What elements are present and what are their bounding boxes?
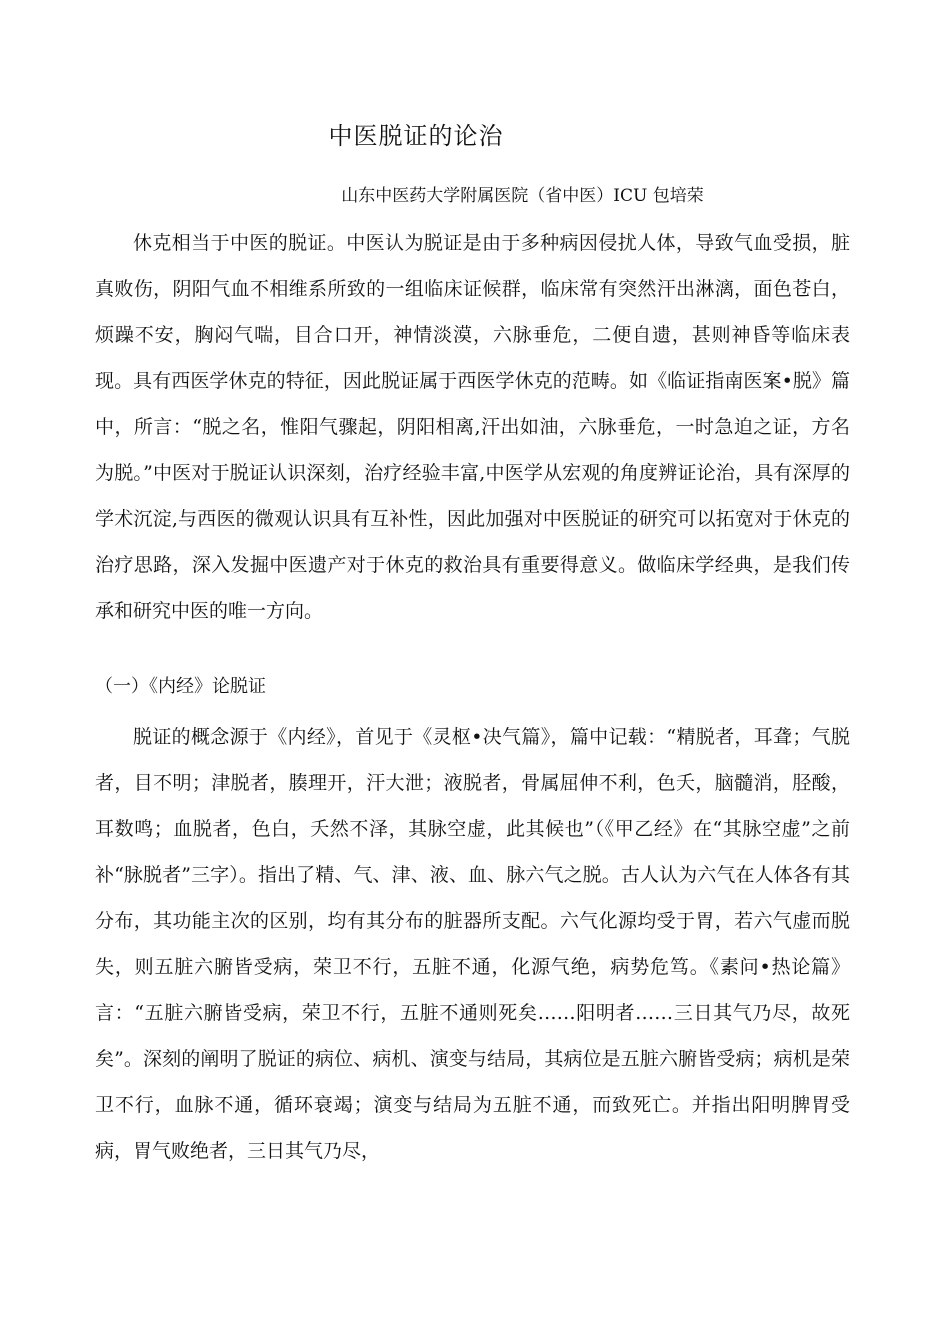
author-affiliation: 山东中医药大学附属医院（省中医）ICU 包培荣 [341,186,704,206]
page-title: 中医脱证的论治 [328,122,504,150]
section-heading: （一）《内经》论脱证 [95,676,266,697]
paragraph-neijing: 脱证的概念源于《内经》，首见于《灵枢•决气篇》，篇中记载：“精脱者，耳聋；气脱者，目不明；津脱者，腠理开，汗大泄；液脱者，骨属屈伸不利，色夭，脑髓消，胫酸，耳数鸣；血脱者，色白，夭然不泽，其脉空虚，此其候也”（《甲乙经》在“其脉空虚”之前补“脉脱者”三字）。指出了精、气、津、液、血、脉六气之脱。古人认为六气在人体各有其分布，其功能主次的区别，均有其分布的脏器所支配。六气化源均受于胃，若六气虚而脱失，则五脏六腑皆受病，荣卫不行，五脏不通，化源气绝，病势危笃。《素问•热论篇》言：“五脏六腑皆受病，荣卫不行，五脏不通则死矣……阳明者……三日其气乃尽，故死矣”。深刻的阐明了脱证的病位、病机、演变与结局，其病位是五脏六腑皆受病；病机是荣卫不行，血脉不通，循环衰竭；演变与结局为五脏不通，而致死亡。并指出阳明脾胃受病，胃气败绝者，三日其气乃尽， [95,726,850,1162]
paragraph-intro: 休克相当于中医的脱证。中医认为脱证是由于多种病因侵扰人体，导致气血受损，脏真败伤，阴阳气血不相维系所致的一组临床证候群，临床常有突然汗出淋漓，面色苍白，烦躁不安，胸闷气喘，目合口开，神情淡漠，六脉垂危，二便自遗，甚则神昏等临床表现。具有西医学休克的特征，因此脱证属于西医学休克的范畴。如《临证指南医案•脱》篇中，所言：“脱之名，惟阳气骤起，阴阳相离,汗出如油，六脉垂危，一时急迫之证，方名为脱。”中医对于脱证认识深刻，治疗经验丰富,中医学从宏观的角度辨证论治，具有深厚的学术沉淀,与西医的微观认识具有互补性，因此加强对中医脱证的研究可以拓宽对于休克的治疗思路，深入发掘中医遗产对于休克的救治具有重要得意义。做临床学经典，是我们传承和研究中医的唯一方向。 [95,232,850,622]
